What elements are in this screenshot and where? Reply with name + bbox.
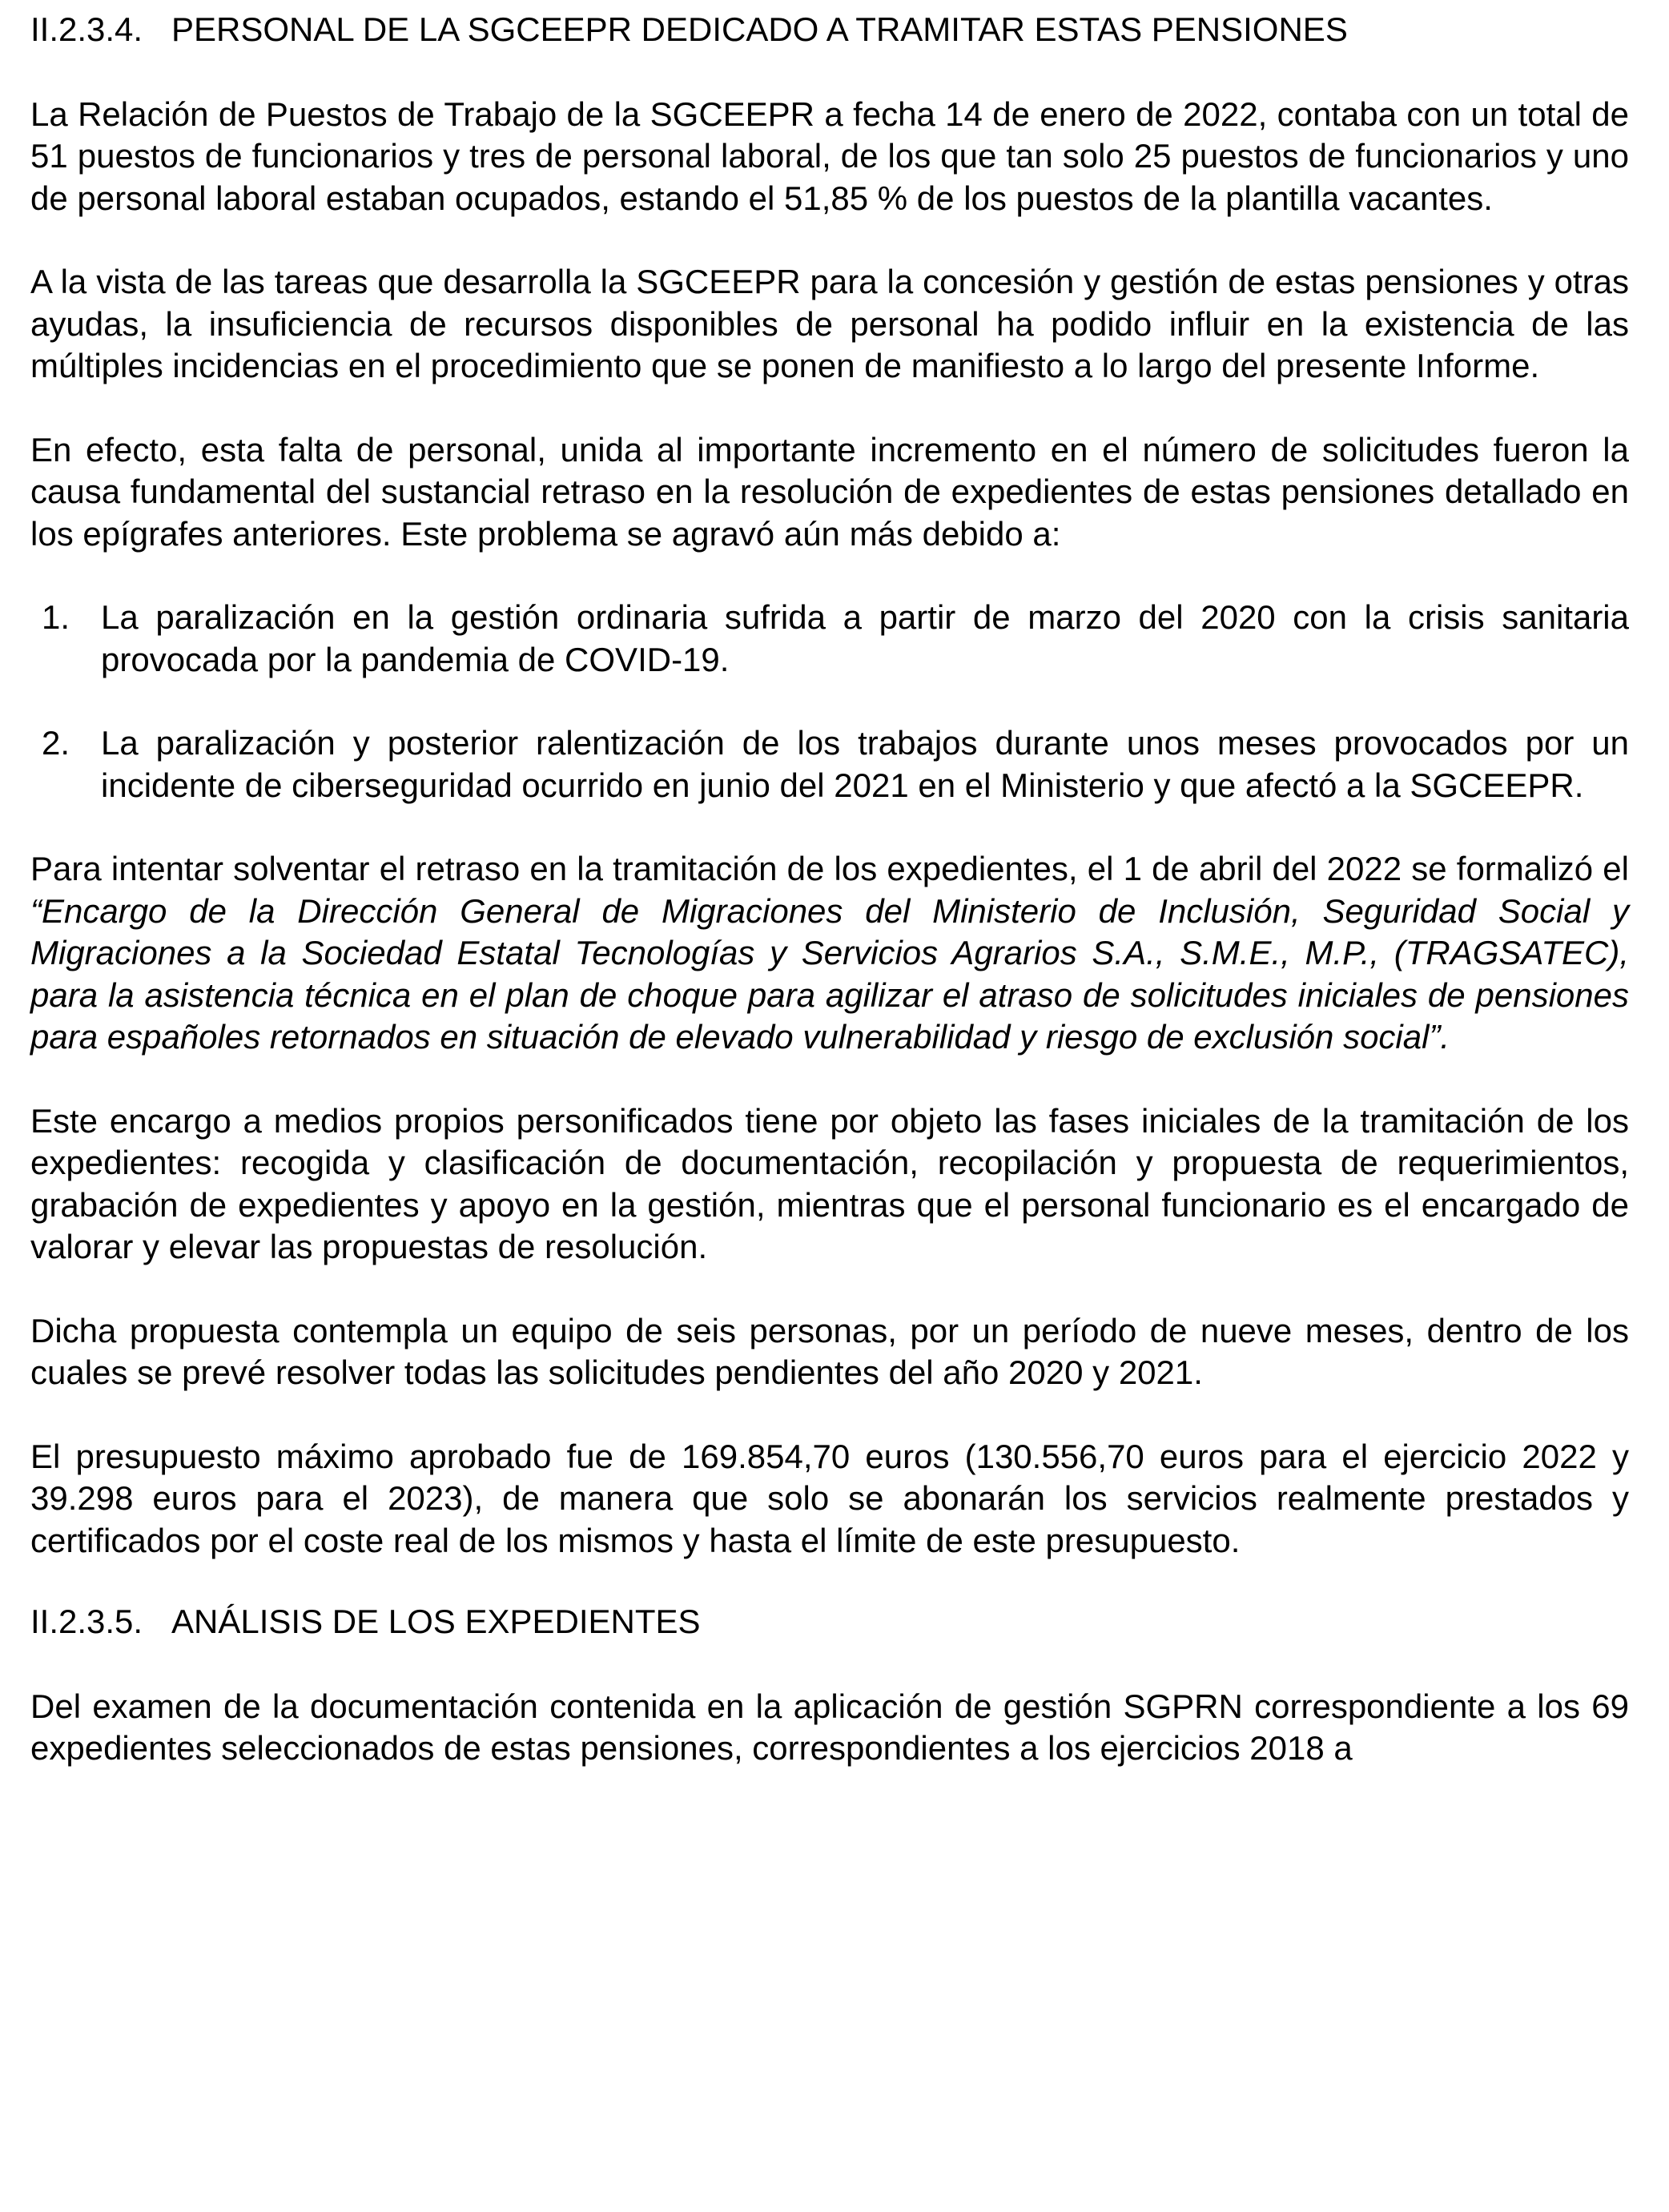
list-item — [30, 722, 1629, 806]
section-title: ANÁLISIS DE LOS EXPEDIENTES — [171, 1603, 701, 1640]
section-number: II.2.3.5. — [30, 1603, 143, 1640]
section-title: PERSONAL DE LA SGCEEPR DEDICADO A TRAMITAR ESTAS PENSIONES — [171, 10, 1348, 48]
paragraph-expedient-examination: Del examen de la documentación contenida en la aplicación de gestión SGPRN correspondiente a los 69 expedientes seleccionados de estas pensiones, correspondientes a los ejercicios 2018 a — [30, 1687, 1629, 1767]
section-heading-analysis — [30, 1601, 1629, 1643]
list-item-text: La paralización en la gestión ordinaria sufrida a partir de marzo del 2020 con la crisis sanitaria provocada por la pandemia de COVID-19. — [101, 598, 1629, 678]
paragraph-tragsatec-commission — [30, 848, 1629, 1059]
commission-quote: “Encargo de la Dirección General de Migraciones del Ministerio de Inclusión, Seguridad Social y Migraciones a la Sociedad Estatal Tecnologías y Servicios Agrarios S.A., S.M.E., M.P., (TRAGSATEC), para la asistencia técnica en el plan de choque para agilizar el atraso de solicitudes iniciales de pensiones para españoles retornados en situación de elevado vulnerabilidad y riesgo de exclusión social”. — [30, 891, 1629, 1056]
list-marker: 1. — [42, 598, 70, 636]
paragraph-team-proposal: Dicha propuesta contempla un equipo de seis personas, por un período de nueve meses, dentro de los cuales se prevé resolver todas las solicitudes pendientes del año 2020 y 2021. — [30, 1311, 1629, 1391]
list-item — [30, 597, 1629, 681]
document-page — [30, 0, 1629, 1770]
paragraph-lead-text: Para intentar solventar el retraso en la tramitación de los expedientes, el 1 de abril del 2022 se formalizó el — [30, 850, 1629, 887]
list-item-text: La paralización y posterior ralentización de los trabajos durante unos meses provocados por un incidente de ciberseguridad ocurrido en junio del 2021 en el Ministerio y que afectó a la SGCEEPR. — [101, 724, 1629, 804]
list-marker: 2. — [42, 724, 70, 762]
paragraph-rpt-staffing: La Relación de Puestos de Trabajo de la SGCEEPR a fecha 14 de enero de 2022, contaba con un total de 51 puestos de funcionarios y tres de personal laboral, de los que tan solo 25 puestos de funcionarios y uno de personal laboral estaban ocupados, estando el 51,85 % de los puestos de la plantilla vacantes. — [30, 95, 1629, 217]
paragraph-commission-scope: Este encargo a medios propios personificados tiene por objeto las fases iniciales de la tramitación de los expedientes: recogida y clasificación de documentación, recopilación y propuesta de requerimientos, grabación de expedientes y apoyo en la gestión, mientras que el personal funcionario es el encargado de valorar y elevar las propuestas de resolución. — [30, 1101, 1629, 1265]
paragraph-staff-shortage-effect: En efecto, esta falta de personal, unida al importante incremento en el número de solicitudes fueron la causa fundamental del sustancial retraso en la resolución de expedientes de estas pensiones detallado en los epígrafes anteriores. Este problema se agravó aún más debido a: — [30, 430, 1629, 553]
paragraph-budget: El presupuesto máximo aprobado fue de 169.854,70 euros (130.556,70 euros para el ejercicio 2022 y 39.298 euros para el 2023), de manera que solo se abonarán los servicios realmente prestados y certificados por el coste real de los mismos y hasta el límite de este presupuesto. — [30, 1437, 1629, 1559]
section-number: II.2.3.4. — [30, 10, 143, 48]
section-heading-personal — [30, 9, 1629, 51]
aggravating-causes-list — [30, 597, 1629, 806]
paragraph-insufficient-resources: A la vista de las tareas que desarrolla la SGCEEPR para la concesión y gestión de estas pensiones y otras ayudas, la insuficiencia de recursos disponibles de personal ha podido influir en la existencia de las múltiples incidencias en el procedimiento que se ponen de manifiesto a lo largo del presente Informe. — [30, 263, 1629, 384]
